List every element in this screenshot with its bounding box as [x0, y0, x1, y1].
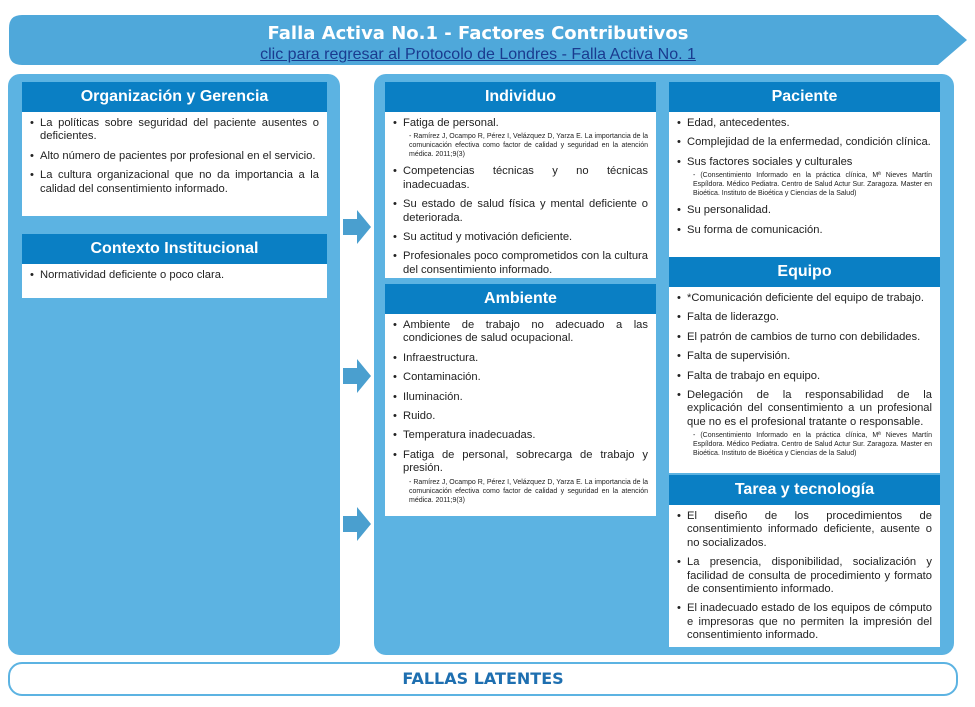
list-item: • Profesionales poco comprometidos con la cultura del consentimiento informado.: [403, 250, 648, 277]
list-item: • Falta de liderazgo.: [687, 311, 932, 324]
list-item-text: Delegación de la responsabilidad de la explicación del consentimiento a un profesional que no es el profesional tratante o responsable.: [687, 389, 932, 428]
ambiente-list: [385, 314, 656, 515]
arrow-right-icon: [343, 359, 371, 393]
paciente-box: [669, 82, 940, 257]
page-title: Falla Activa No.1 - Factores Contributivos: [267, 23, 689, 44]
list-item: • Falta de trabajo en equipo.: [687, 370, 932, 383]
list-item: • El inadecuado estado de los equipos de cómputo e impresoras que no permiten la impresión del consentimiento informado.: [687, 602, 932, 642]
list-item: • Contaminación.: [403, 371, 648, 384]
ambiente-title: Ambiente: [385, 284, 656, 314]
list-item: • La presencia, disponibilidad, socialización y facilidad de consulta de procedimiento y formato de consentimiento informado.: [687, 556, 932, 596]
tarea-box: [669, 475, 940, 647]
list-item: • Competencias técnicas y no técnicas inadecuadas.: [403, 165, 648, 192]
reference-note: - Ramírez J, Ocampo R, Pérez I, Velázquez D, Yarza E. La importancia de la comunicación efectiva como factor de calidad y seguridad en la atención médica. 2011;9(3): [409, 478, 648, 504]
list-item: • Temperatura inadecuadas.: [403, 429, 648, 442]
paciente-list: [669, 112, 940, 247]
list-item: • Falta de supervisión.: [687, 350, 932, 363]
list-item: • La cultura organizacional que no da importancia a la calidad del consentimiento informado.: [40, 169, 319, 196]
reference-note: - (Consentimiento Informado en la práctica clínica, Mª Nieves Martín Espíldora. Médico Pediatra. Centro de Salud Actur Sur. Zaragoza. Master en Bioética. Instituto de Bioética y Ciencias de la Salud): [693, 172, 932, 198]
list-item: • Alto número de pacientes por profesional en el servicio.: [40, 150, 319, 163]
arrow-right-icon: [343, 210, 371, 244]
reference-note: - Ramírez J, Ocampo R, Pérez I, Velázquez D, Yarza E. La importancia de la comunicación efectiva como factor de calidad y seguridad en la atención médica. 2011;9(3): [409, 133, 648, 159]
list-item: • Su estado de salud física y mental deficiente o deteriorada.: [403, 198, 648, 225]
reference-note: - (Consentimiento Informado en la práctica clínica, Mª Nieves Martín Espíldora. Médico Pediatra. Centro de Salud Actur Sur. Zaragoza. Master en Bioética. Instituto de Bioética y Ciencias de la Salud): [693, 432, 932, 458]
individuo-list: [385, 112, 656, 287]
tarea-list: [669, 505, 940, 653]
list-item-text: Fatiga de personal.: [403, 117, 499, 129]
equipo-list: [669, 287, 940, 468]
contexto-box: [22, 234, 327, 298]
list-item: • Ambiente de trabajo no adecuado a las condiciones de salud ocupacional.: [403, 319, 648, 346]
list-item: • Normatividad deficiente o poco clara.: [40, 269, 319, 282]
list-item: • Edad, antecedentes.: [687, 117, 932, 130]
list-item: • El diseño de los procedimientos de consentimiento informado deficiente, ausente o no socializados.: [687, 510, 932, 550]
list-item: [403, 449, 648, 505]
list-item: • El patrón de cambios de turno con debilidades.: [687, 331, 932, 344]
list-item: • Su actitud y motivación deficiente.: [403, 231, 648, 244]
list-item-text: Sus factores sociales y culturales: [687, 155, 853, 168]
contexto-title: Contexto Institucional: [22, 234, 327, 264]
list-item: • Su forma de comunicación.: [687, 224, 932, 237]
contexto-list: [22, 264, 327, 292]
organizacion-title: Organización y Gerencia: [22, 82, 327, 112]
list-item: • Ruido.: [403, 410, 648, 423]
equipo-box: [669, 257, 940, 473]
list-item: • *Comunicación deficiente del equipo de trabajo.: [687, 292, 932, 305]
list-item: [687, 389, 932, 458]
tarea-title: Tarea y tecnología: [669, 475, 940, 505]
equipo-title: Equipo: [669, 257, 940, 287]
ambiente-box: [385, 284, 656, 516]
list-item: • Infraestructura.: [403, 352, 648, 365]
list-item: • Complejidad de la enfermedad, condición clínica.: [687, 136, 932, 149]
list-item: [403, 117, 648, 159]
fallas-latentes-banner: FALLAS LATENTES: [8, 662, 958, 696]
paciente-title: Paciente: [669, 82, 940, 112]
individuo-box: [385, 82, 656, 278]
list-item: [687, 156, 932, 198]
list-item: • Su personalidad.: [687, 204, 932, 217]
arrow-right-icon: [343, 507, 371, 541]
list-item: • Iluminación.: [403, 391, 648, 404]
back-to-protocol-link[interactable]: clic para regresar al Protocolo de Londres - Falla Activa No. 1: [260, 46, 696, 63]
header-banner: [8, 14, 968, 66]
organizacion-list: [22, 112, 327, 206]
individuo-title: Individuo: [385, 82, 656, 112]
list-item: • La políticas sobre seguridad del paciente ausentes o deficientes.: [40, 117, 319, 144]
organizacion-box: [22, 82, 327, 216]
list-item-text: Fatiga de personal, sobrecarga de trabajo y presión.: [403, 448, 648, 475]
